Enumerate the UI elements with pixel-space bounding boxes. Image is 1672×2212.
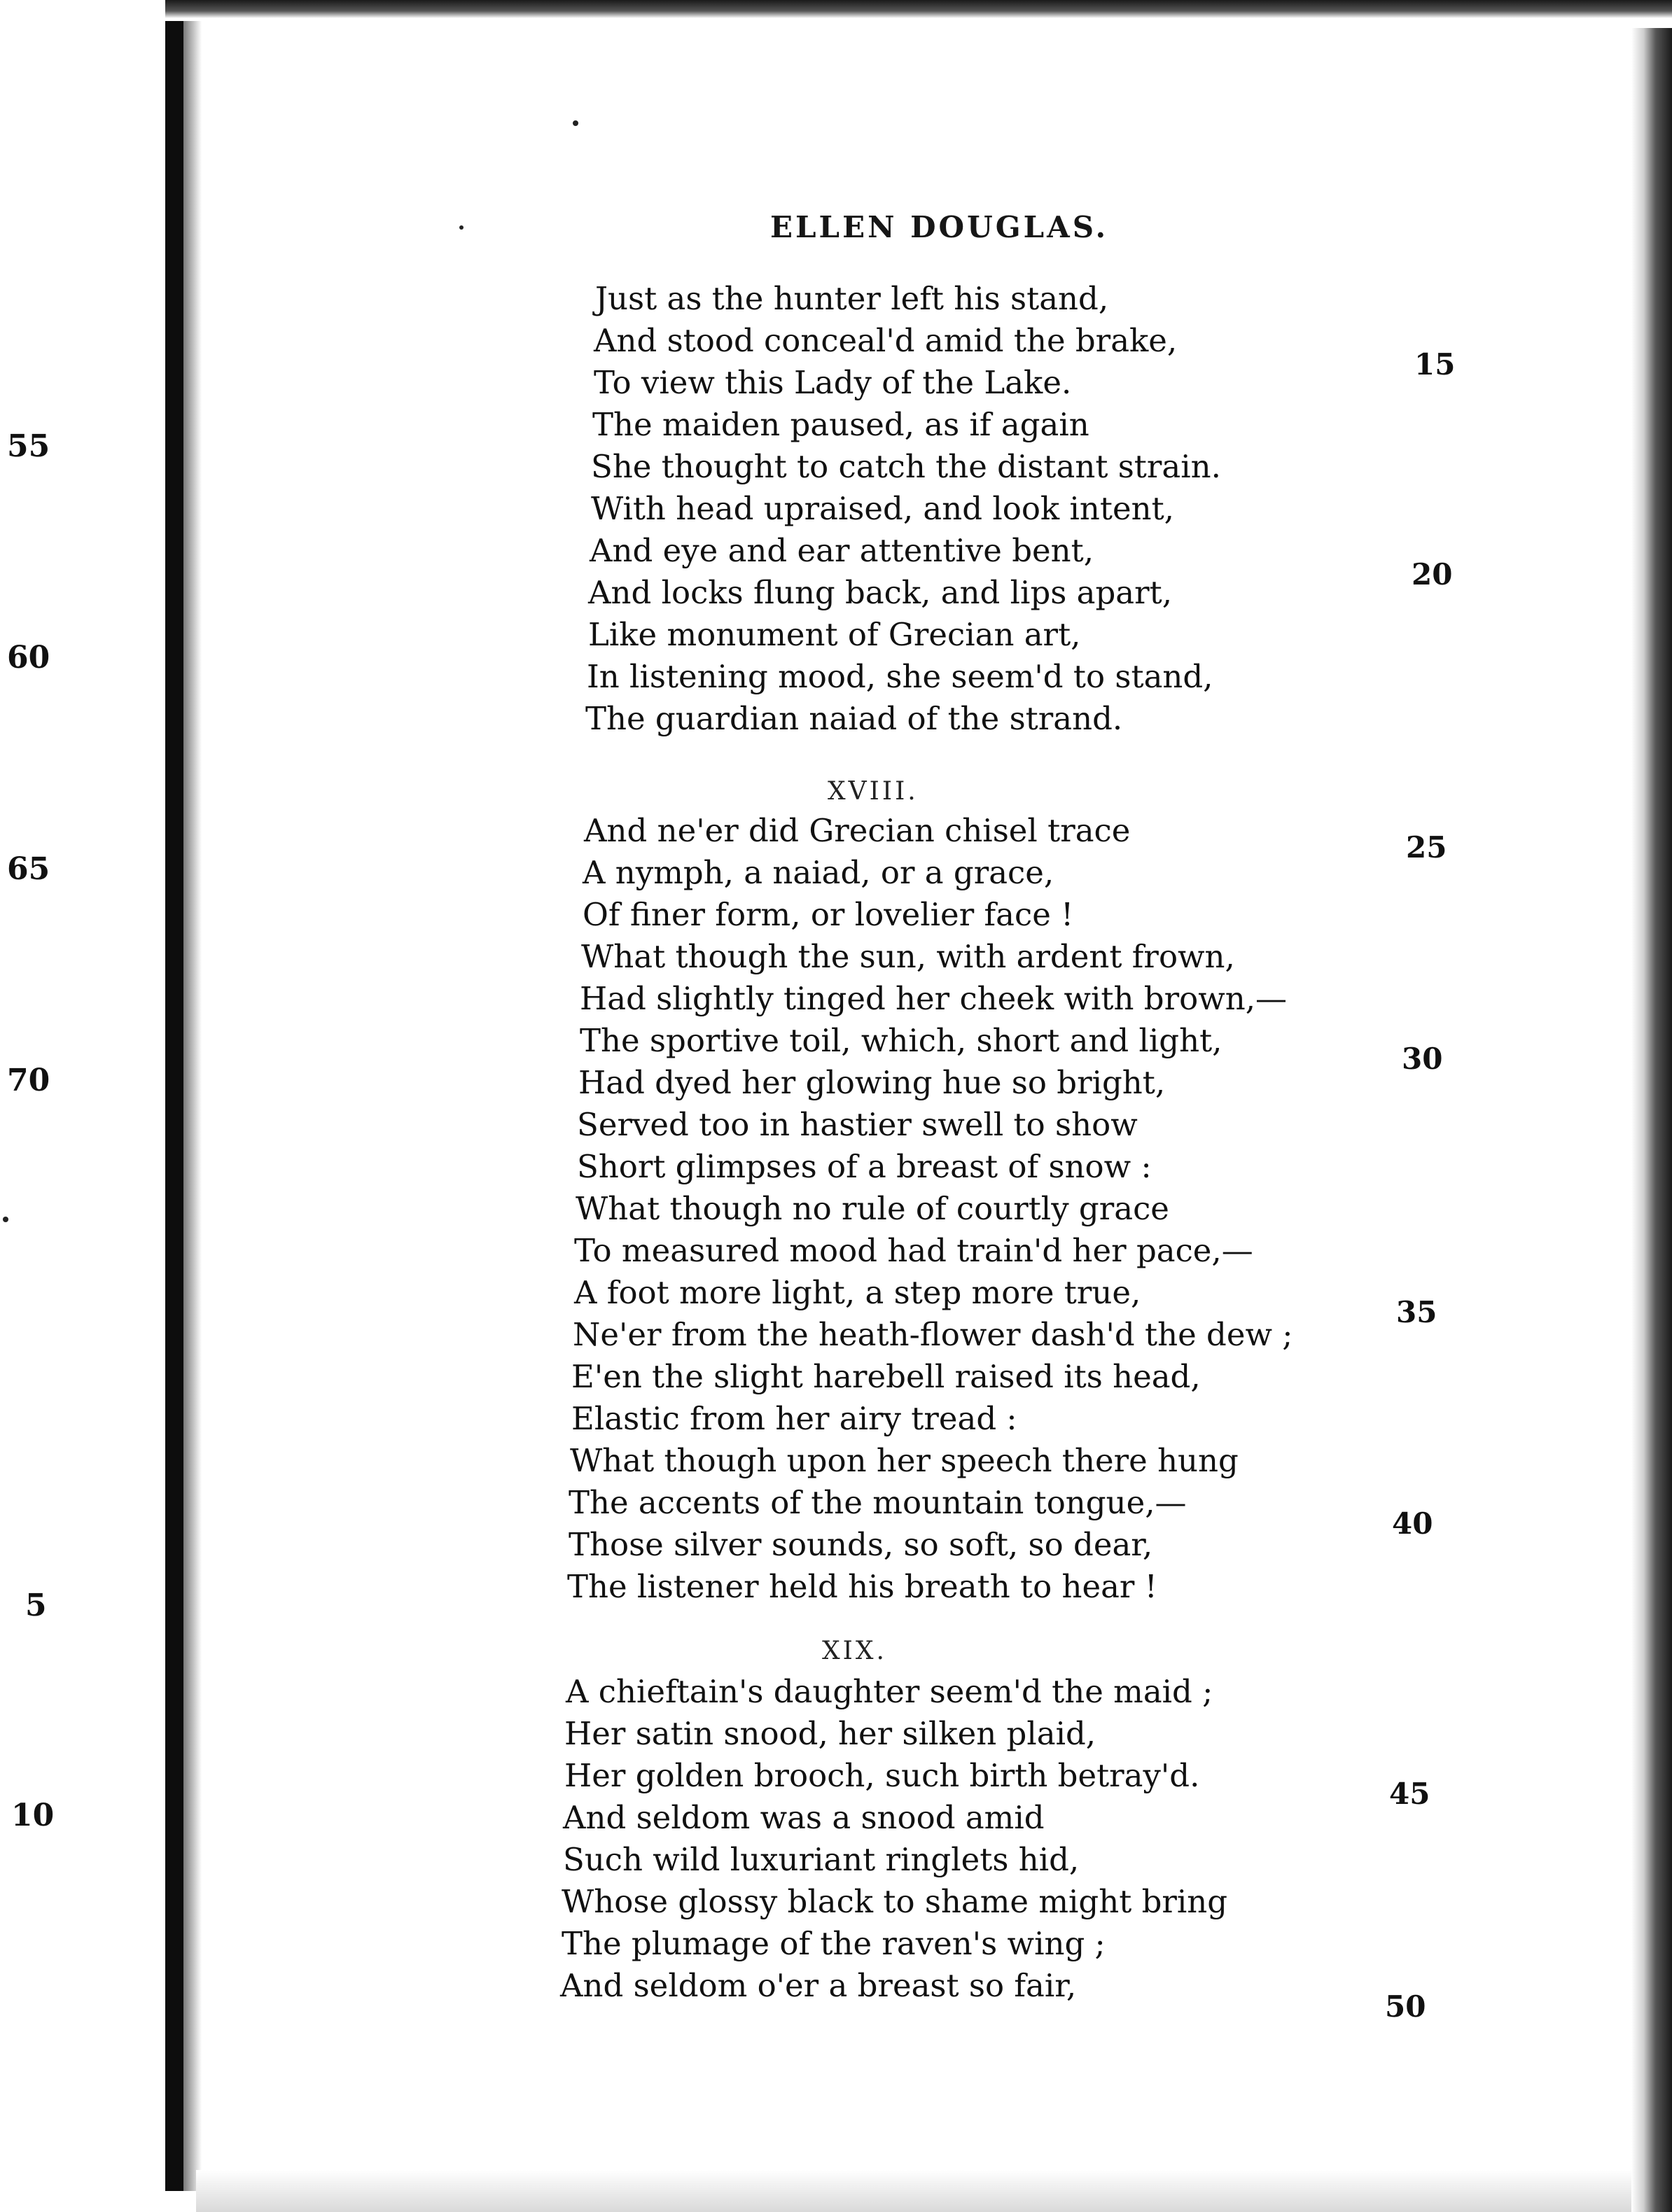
- verse-line: Whose glossy black to shame might bring: [562, 1883, 1228, 1920]
- verse-line: What though upon her speech there hung: [570, 1442, 1239, 1479]
- verse-line: She thought to catch the distant strain.: [591, 448, 1221, 485]
- verse-line: What though no rule of courtly grace: [576, 1190, 1169, 1227]
- verse-line: Those silver sounds, so soft, so dear,: [569, 1526, 1153, 1563]
- verse-line: To measured mood had train'd her pace,—: [574, 1232, 1253, 1269]
- verse-line: The plumage of the raven's wing ;: [562, 1925, 1106, 1962]
- verse-line: And eye and ear attentive bent,: [590, 532, 1094, 569]
- verse-line: With head upraised, and look intent,: [591, 490, 1174, 527]
- verse-line: The listener held his breath to hear !: [567, 1568, 1157, 1605]
- line-number: 15: [1414, 347, 1456, 382]
- verse-line: And locks flung back, and lips apart,: [588, 574, 1173, 611]
- line-number: 35: [1396, 1295, 1437, 1329]
- margin-number: 10: [11, 1798, 55, 1833]
- verse-line: To view this Lady of the Lake.: [594, 364, 1072, 401]
- verse-line: The sportive toil, which, short and light,: [580, 1022, 1222, 1059]
- margin-number: 60: [7, 640, 50, 676]
- margin-number: 5: [25, 1588, 47, 1623]
- verse-line: A nymph, a naiad, or a grace,: [583, 854, 1054, 891]
- verse-line: Just as the hunter left his stand,: [595, 280, 1109, 317]
- line-number: 50: [1385, 1989, 1426, 2024]
- stanza-number: XVIII.: [828, 777, 919, 806]
- line-number: 20: [1412, 557, 1453, 592]
- line-number: 30: [1402, 1042, 1443, 1076]
- margin-number: 65: [7, 851, 50, 887]
- verse-line: Her golden brooch, such birth betray'd.: [564, 1757, 1200, 1794]
- line-number: 25: [1406, 830, 1447, 864]
- margin-number: 70: [7, 1063, 50, 1098]
- verse-line: The accents of the mountain tongue,—: [569, 1484, 1187, 1521]
- line-number: 40: [1392, 1506, 1433, 1541]
- verse-line: Like monument of Grecian art,: [588, 616, 1081, 653]
- verse-line: E'en the slight harebell raised its head,: [571, 1358, 1201, 1395]
- margin-number: 55: [7, 428, 50, 464]
- verse-line: Her satin snood, her silken plaid,: [564, 1715, 1096, 1752]
- line-number: 45: [1389, 1777, 1430, 1811]
- running-head: ELLEN DOUGLAS.: [770, 210, 1109, 244]
- verse-line: And ne'er did Grecian chisel trace: [584, 812, 1131, 849]
- verse-line: Of finer form, or lovelier face !: [583, 896, 1074, 933]
- verse-line: Served too in hastier swell to show: [577, 1106, 1138, 1143]
- verse-line: The maiden paused, as if again: [592, 406, 1089, 443]
- stanza-number: XIX.: [822, 1637, 887, 1665]
- verse-line: And seldom was a snood amid: [563, 1799, 1045, 1836]
- verse-line: And stood conceal'd amid the brake,: [594, 322, 1178, 359]
- verse-line: Elastic from her airy tread :: [571, 1400, 1017, 1437]
- verse-line: Short glimpses of a breast of snow :: [577, 1148, 1152, 1185]
- verse-line: Ne'er from the heath-flower dash'd the dew ;: [573, 1316, 1293, 1353]
- verse-line: Had slightly tinged her cheek with brown,—: [580, 980, 1287, 1017]
- verse-line: Such wild luxuriant ringlets hid,: [563, 1841, 1080, 1878]
- verse-line: In listening mood, she seem'd to stand,: [587, 658, 1213, 695]
- verse-line: What though the sun, with ardent frown,: [581, 938, 1235, 975]
- verse-line: Had dyed her glowing hue so bright,: [578, 1064, 1166, 1101]
- verse-line: A foot more light, a step more true,: [574, 1274, 1141, 1311]
- verse-line: A chieftain's daughter seem'd the maid ;: [566, 1673, 1213, 1710]
- verse-line: And seldom o'er a breast so fair,: [560, 1967, 1077, 2004]
- verse-line: The guardian naiad of the strand.: [585, 700, 1123, 737]
